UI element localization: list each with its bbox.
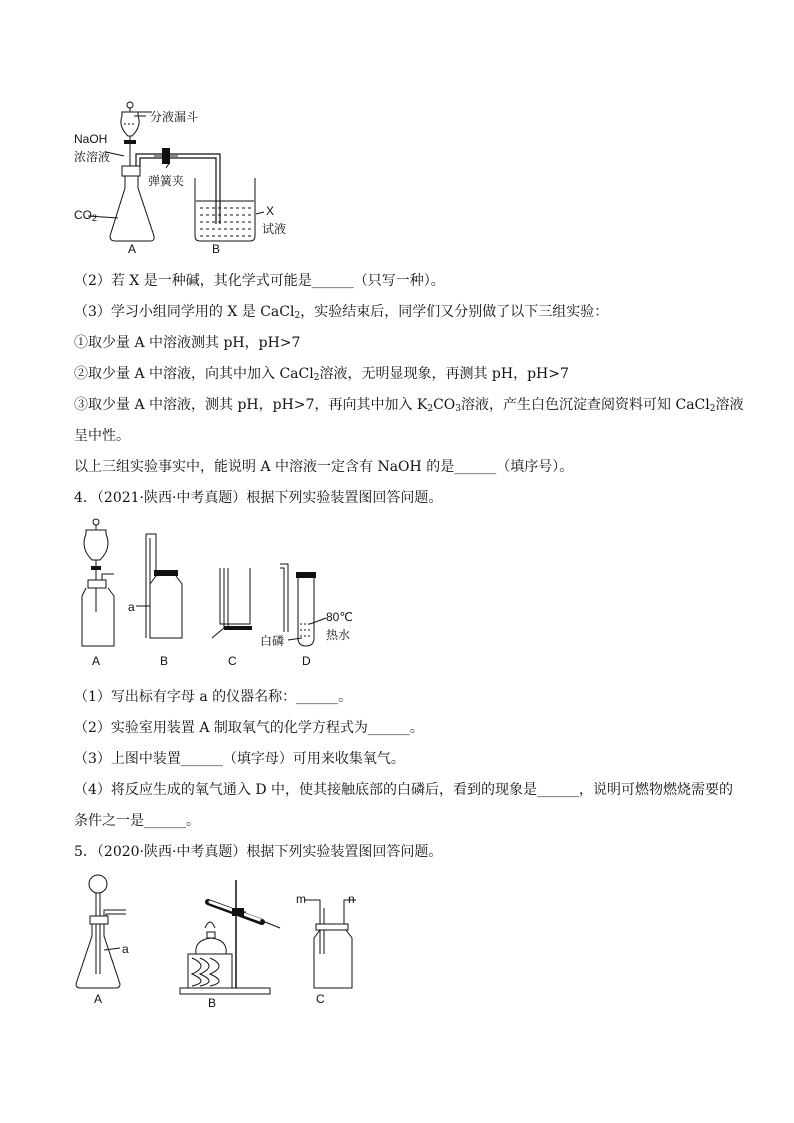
q5-stand-base (180, 988, 270, 994)
figure-q4-apparatus (74, 512, 374, 672)
label-q5-m: m (296, 892, 306, 906)
q3-conclusion: 以上三组实验事实中，能说明 A 中溶液一定含有 NaOH 的是______（填序号）。 (74, 459, 574, 475)
q4-subquestion-4: （4）将反应生成的氧气通入 D 中，使其接触底部的白磷后，看到的现象是______，说明可燃物燃烧需要的 (74, 782, 734, 798)
q3-item-1: ①取少量 A 中溶液测其 pH，pH>7 (74, 335, 301, 351)
label-q4-a: A (92, 654, 101, 668)
q4-stopper-b (154, 570, 178, 576)
q4-subquestion-1: （1）写出标有字母 a 的仪器名称：______。 (74, 689, 353, 705)
funnel-stopper (127, 102, 133, 108)
q5-conical-flask-a (76, 924, 120, 988)
q4-test-tube-d (298, 572, 314, 646)
figure-q5-apparatus (70, 870, 370, 1010)
label-separatory-funnel: 分液漏斗 (150, 110, 199, 124)
q3-subquestion-3: （3）学习小组同学用的 X 是 CaCl$_2$，实验结束后，同学们又分别做了以下三组实验： (74, 304, 609, 321)
label-apparatus-a: A (128, 242, 137, 256)
funnel-valve (124, 140, 136, 144)
label-test-solution: 试液 (262, 222, 287, 236)
q3-item-3-continued: 呈中性。 (74, 428, 130, 444)
q4-header: 4．（2021·陕西·中考真题）根据下列实验装置图回答问题。 (74, 490, 443, 506)
label-q4-temperature: 80℃ (326, 610, 353, 624)
label-q5-a: A (94, 992, 103, 1006)
q5-header: 5．（2020·陕西·中考真题）根据下列实验装置图回答问题。 (74, 844, 443, 860)
label-naoh: NaOH (74, 132, 108, 146)
q4-subquestion-3: （3）上图中装置______（填字母）可用来收集氧气。 (74, 751, 405, 767)
q3-subquestion-2: （2）若 X 是一种碱，其化学式可能是______（只写一种）。 (74, 273, 445, 289)
q3-item-2: ②取少量 A 中溶液，向其中加入 CaCl$_2$溶液，无明显现象，再测其 pH，pH>7 (74, 366, 569, 383)
q3-item-3: ③取少量 A 中溶液，测其 pH，pH>7，再向其中加入 $K_2CO_3$溶液，产生白色沉淀查阅资料可知 CaCl$_2$溶液 (74, 397, 744, 414)
delivery-tube (136, 154, 220, 224)
label-q4-instrument-a: a (128, 600, 135, 614)
q5-alcohol-lamp (196, 938, 226, 954)
label-q4-white-phosphorus: 白磷 (260, 634, 285, 648)
q4-separatory-funnel (84, 530, 108, 560)
q5-funnel-bulb (89, 875, 107, 893)
figure-q4-drawing (74, 512, 374, 672)
q4-bottle-b (150, 576, 182, 638)
flask-stopper (122, 166, 140, 176)
label-q5-c: C (316, 992, 325, 1006)
q4-subquestion-4-continued: 条件之一是______。 (74, 813, 200, 829)
label-q5-b: B (208, 996, 217, 1010)
beaker-b (195, 178, 255, 241)
label-q4-d: D (302, 654, 311, 668)
label-q4-b: B (160, 654, 169, 668)
q4-bottle-a (82, 588, 114, 646)
label-x: X (266, 204, 275, 218)
label-co2: $CO_2$ (74, 208, 98, 223)
label-concentrated-solution: 浓溶液 (74, 150, 111, 164)
label-q5-n: n (348, 892, 355, 906)
label-q4-c: C (228, 654, 237, 668)
q4-subquestion-2: （2）实验室用装置 A 制取氧气的化学方程式为______。 (74, 720, 424, 736)
label-q5-instrument-a: a (122, 942, 129, 956)
label-spring-clip: 弹簧夹 (148, 174, 185, 188)
figure-q5-drawing (70, 870, 370, 1010)
label-apparatus-b: B (212, 242, 221, 256)
figure-q3-apparatus (70, 96, 310, 266)
label-q4-hot-water: 热水 (326, 628, 351, 642)
